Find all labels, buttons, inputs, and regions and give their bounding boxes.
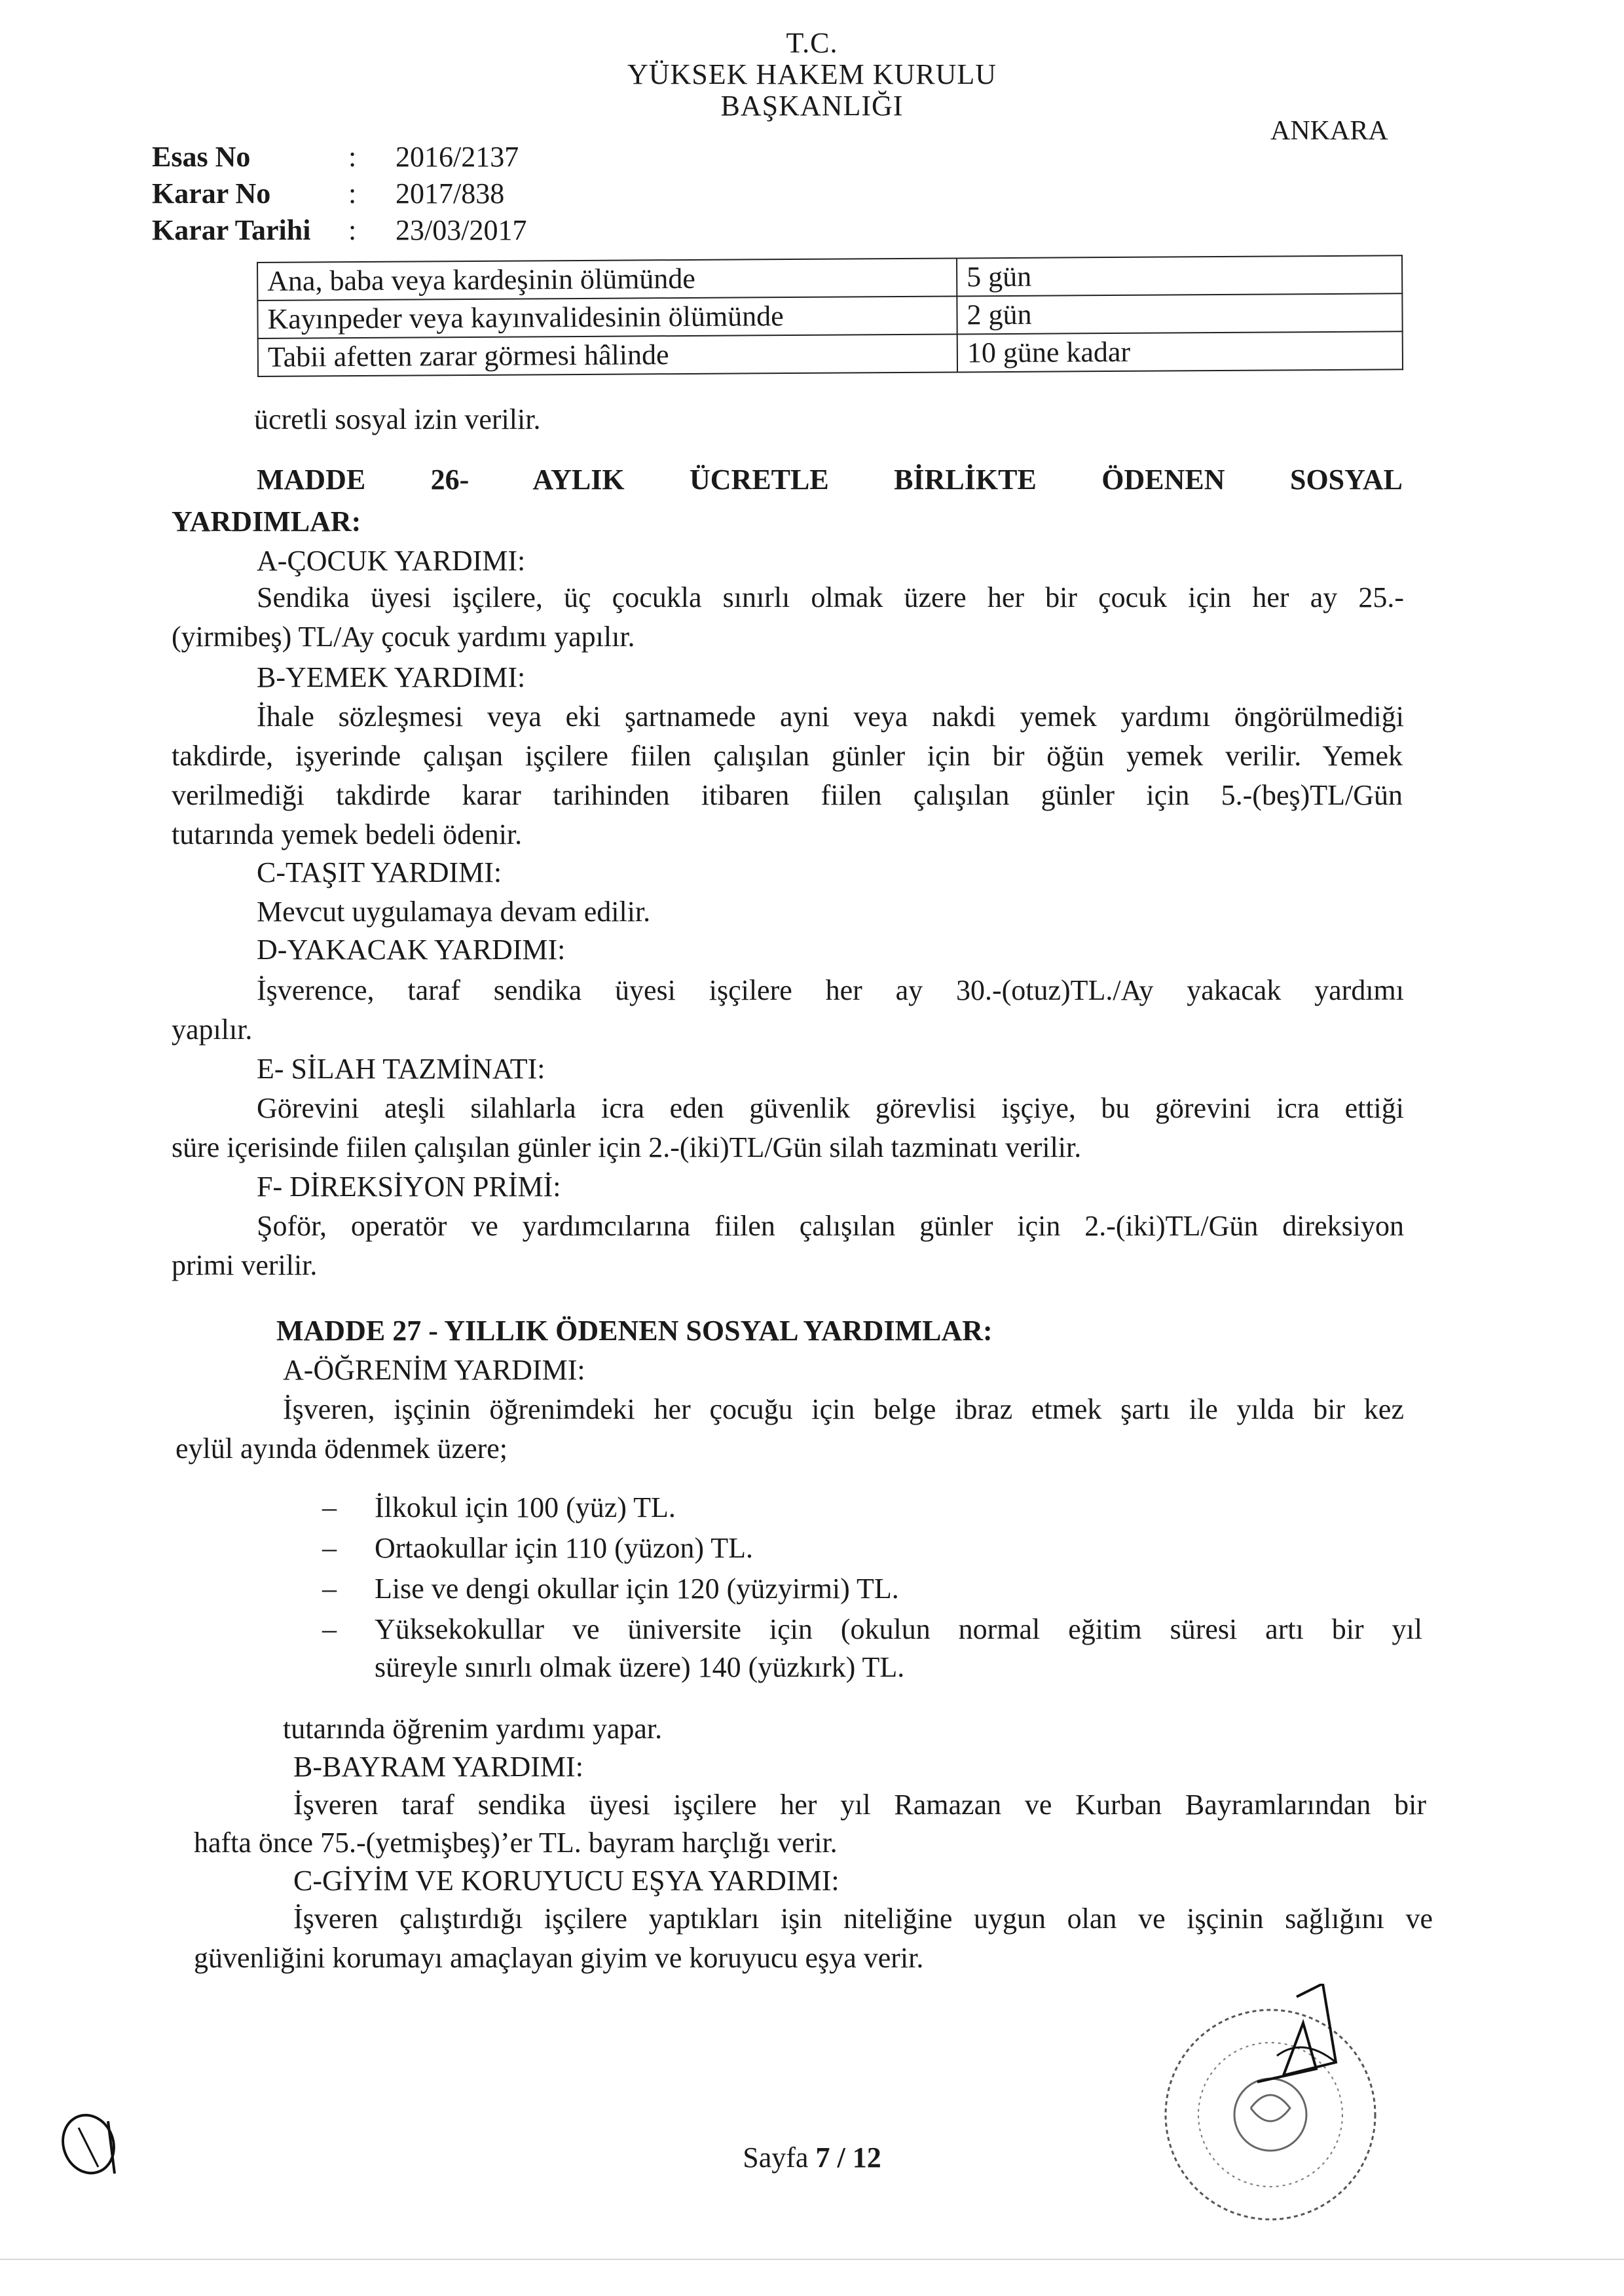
list-item bbox=[322, 1570, 1422, 1608]
madde26-f-line: Şoför, operatör ve yardımcılarına fiilen çalışılan günler için 2.-(iki)TL/Gün direksiyon bbox=[257, 1210, 1404, 1242]
madde26-f-line: primi verilir. bbox=[172, 1249, 318, 1281]
madde26-c-line: Mevcut uygulamaya devam edilir. bbox=[257, 896, 651, 928]
meta-value: 2017/838 bbox=[396, 177, 505, 210]
bullet-dash: – bbox=[322, 1613, 337, 1645]
madde27-c-line: güvenliğini korumayı amaçlayan giyim ve koruyucu eşya verir. bbox=[194, 1942, 924, 1974]
table-cell-days: 2 gün bbox=[957, 293, 1402, 334]
leave-table bbox=[257, 255, 1403, 377]
tuition-list bbox=[322, 1489, 1422, 1686]
table-row bbox=[258, 331, 1403, 376]
madde26-a-title: A-ÇOCUK YARDIMI: bbox=[257, 545, 526, 577]
table-cell-days: 10 güne kadar bbox=[957, 331, 1403, 372]
meta-sep: : bbox=[348, 141, 357, 173]
official-seal-signature bbox=[1126, 1984, 1401, 2232]
meta-label: Esas No bbox=[152, 141, 251, 173]
after-table-text: ücretli sosyal izin verilir. bbox=[254, 403, 541, 435]
madde27-b-line: İşveren taraf sendika üyesi işçilere her yıl Ramazan ve Kurban Bayramlarından bir bbox=[293, 1789, 1426, 1821]
table-cell-days: 5 gün bbox=[957, 255, 1402, 296]
meta-sep: : bbox=[348, 214, 357, 246]
madde27-c-title: C-GİYİM VE KORUYUCU EŞYA YARDIMI: bbox=[293, 1865, 840, 1897]
header-presidency: BAŞKANLIĞI bbox=[720, 90, 904, 122]
handwritten-mark bbox=[52, 2095, 151, 2187]
madde26-a-line: (yirmibeş) TL/Ay çocuk yardımı yapılır. bbox=[172, 621, 635, 653]
meta-label: Karar Tarihi bbox=[152, 214, 311, 246]
list-item-text: Ortaokullar için 110 (yüzon) TL. bbox=[375, 1532, 753, 1564]
madde26-d-line: İşverence, taraf sendika üyesi işçilere her ay 30.-(otuz)TL./Ay yakacak yardımı bbox=[257, 974, 1404, 1006]
list-item bbox=[322, 1611, 1422, 1649]
madde26-e-line: Görevini ateşli silahlarla icra eden güvenlik görevlisi işçiye, bu görevini icra ettiği bbox=[257, 1092, 1404, 1124]
header-institution: YÜKSEK HAKEM KURULU bbox=[627, 58, 997, 90]
list-item-text: Lise ve dengi okullar için 120 (yüzyirmi) TL. bbox=[375, 1573, 899, 1605]
madde26-b-line: tutarında yemek bedeli ödenir. bbox=[172, 818, 523, 850]
bullet-dash: – bbox=[322, 1573, 337, 1605]
table-cell-case: Tabii afetten zarar görmesi hâlinde bbox=[258, 334, 957, 376]
header-tc: T.C. bbox=[786, 27, 838, 59]
case-metadata bbox=[152, 139, 526, 249]
table-row bbox=[257, 255, 1402, 301]
list-item bbox=[322, 1529, 1422, 1567]
bullet-dash: – bbox=[322, 1491, 337, 1523]
madde27-c-line: İşveren çalıştırdığı işçilere yaptıkları işin niteliğine uygun olan ve işçinin sağlığını ve bbox=[293, 1903, 1433, 1935]
madde26-e-title: E- SİLAH TAZMİNATI: bbox=[257, 1053, 545, 1085]
header-city: ANKARA bbox=[1270, 116, 1388, 146]
madde26-e-line: süre içerisinde fiilen çalışılan günler için 2.-(iki)TL/Gün silah tazminatı verilir. bbox=[172, 1131, 1082, 1163]
meta-sep: : bbox=[348, 177, 357, 210]
bullet-dash: – bbox=[322, 1532, 337, 1564]
list-item-text: İlkokul için 100 (yüz) TL. bbox=[375, 1491, 676, 1523]
meta-row-karar bbox=[152, 175, 526, 212]
page-count: 7 / 12 bbox=[815, 2141, 881, 2174]
madde27-b-line: hafta önce 75.-(yetmişbeş)’er TL. bayram harçlığı verir. bbox=[194, 1827, 838, 1859]
table-row bbox=[257, 293, 1402, 338]
list-item-text: süreyle sınırlı olmak üzere) 140 (yüzkırk) TL. bbox=[375, 1651, 905, 1683]
page-prefix: Sayfa bbox=[743, 2141, 809, 2174]
madde26-c-title: C-TAŞIT YARDIMI: bbox=[257, 856, 502, 888]
madde26-b-line: verilmediği takdirde karar tarihinden itibaren fiilen çalışılan günler için 5.-(beş)TL/Gün bbox=[172, 779, 1403, 811]
madde26-a-line: Sendika üyesi işçilere, üç çocukla sınırlı olmak üzere her bir çocuk için her ay 25.- bbox=[257, 581, 1404, 613]
meta-value: 23/03/2017 bbox=[396, 214, 527, 246]
list-item-cont bbox=[322, 1649, 1422, 1686]
madde27-a-line: İşveren, işçinin öğrenimdeki her çocuğu için belge ibraz etmek şartı ile yılda bir kez bbox=[283, 1393, 1404, 1425]
scan-edge-line bbox=[0, 2259, 1624, 2260]
madde26-title: MADDE 26- AYLIK ÜCRETLE BİRLİKTE ÖDENEN SOSYAL bbox=[257, 464, 1403, 496]
madde27-a-end: tutarında öğrenim yardımı yapar. bbox=[283, 1713, 663, 1745]
madde26-b-line: İhale sözleşmesi veya eki şartnamede ayni veya nakdi yemek yardımı öngörülmediği bbox=[257, 701, 1404, 733]
madde26-b-title: B-YEMEK YARDIMI: bbox=[257, 661, 526, 693]
meta-row-esas bbox=[152, 139, 526, 175]
table-cell-case: Ana, baba veya kardeşinin ölümünde bbox=[257, 258, 957, 301]
madde26-f-title: F- DİREKSİYON PRİMİ: bbox=[257, 1171, 561, 1203]
meta-label: Karar No bbox=[152, 177, 271, 210]
madde26-d-line: yapılır. bbox=[172, 1013, 253, 1046]
list-item-text: Yüksekokullar ve üniversite için (okulun normal eğitim süresi artı bir yıl bbox=[375, 1613, 1422, 1645]
madde27-title: MADDE 27 - YILLIK ÖDENEN SOSYAL YARDIMLAR: bbox=[276, 1315, 993, 1347]
madde27-b-title: B-BAYRAM YARDIMI: bbox=[293, 1751, 583, 1783]
madde27-a-title: A-ÖĞRENİM YARDIMI: bbox=[283, 1354, 585, 1386]
madde27-a-line: eylül ayında ödenmek üzere; bbox=[175, 1432, 508, 1465]
table-cell-case: Kayınpeder veya kayınvalidesinin ölümünde bbox=[257, 296, 957, 338]
meta-value: 2016/2137 bbox=[396, 141, 519, 173]
madde26-b-line: takdirde, işyerinde çalışan işçilere fiilen çalışılan günler için bir öğün yemek verilir. Yemek bbox=[172, 740, 1403, 772]
madde26-title-cont: YARDIMLAR: bbox=[172, 505, 361, 538]
list-item bbox=[322, 1489, 1422, 1527]
madde26-d-title: D-YAKACAK YARDIMI: bbox=[257, 934, 566, 966]
meta-row-tarih bbox=[152, 212, 526, 249]
